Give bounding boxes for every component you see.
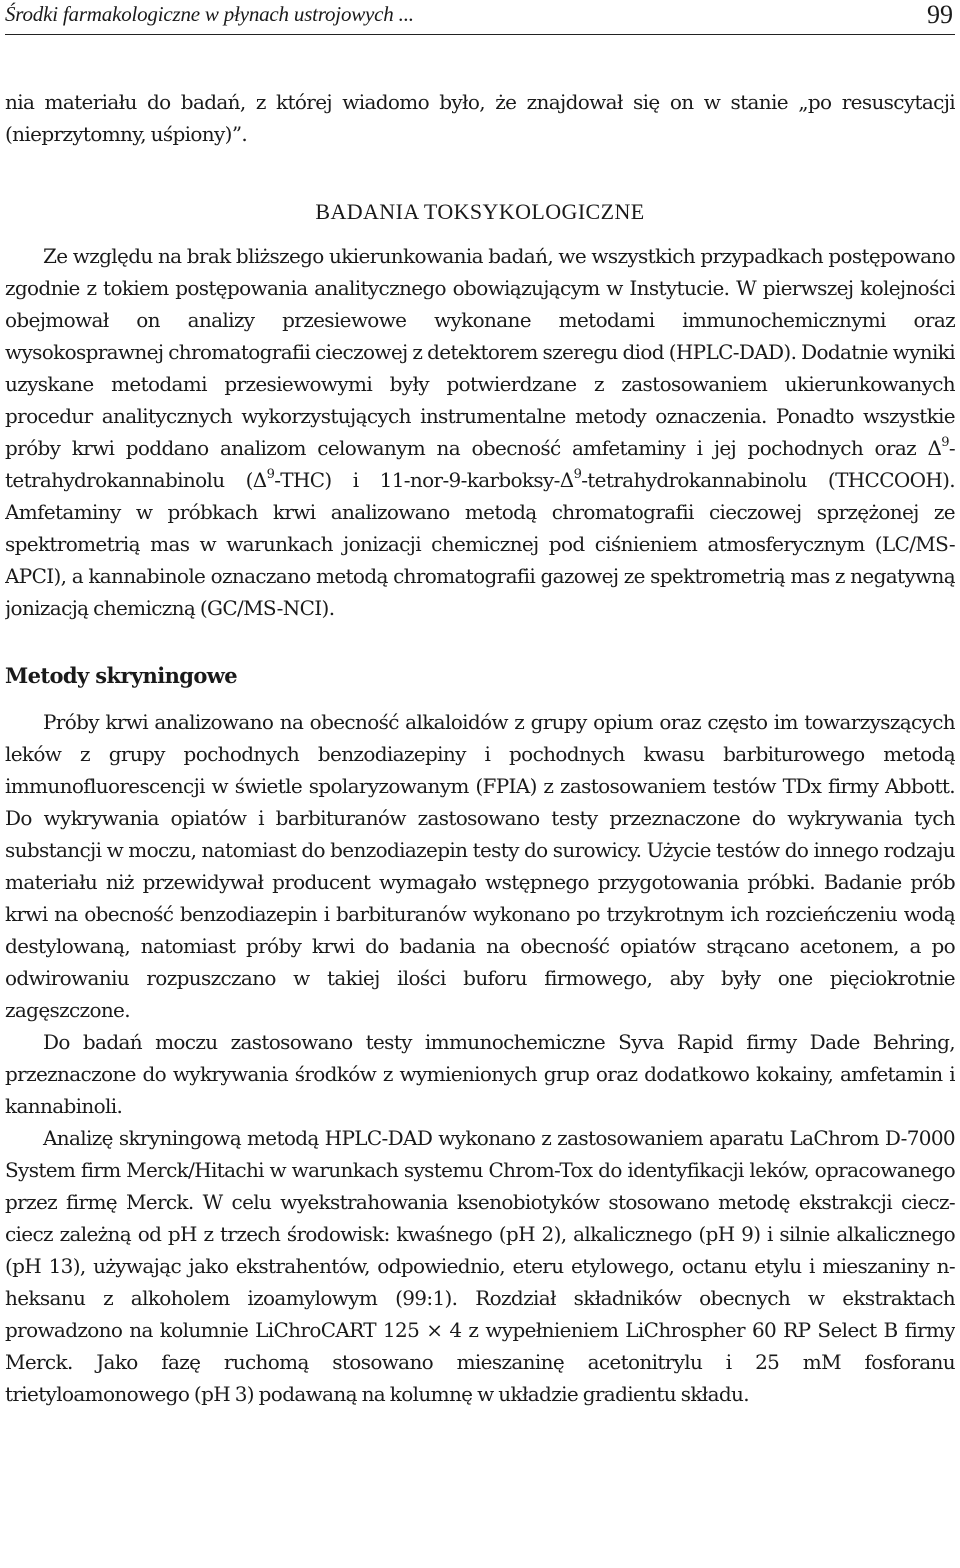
running-header (5, 0, 955, 35)
toxicology-text-c: -THC) i 11-nor-9-karboksy-Δ (274, 468, 574, 492)
toxicology-text-a: Ze względu na brak bliższego ukierunkowania badań, we wszystkich przypadkach postępowano zgodnie z tokiem postępowania analitycznego obowiązującym w Instytucie. W pierwszej kolejności obejmował on analizy przesiewowe wykonane metodami immunochemicznymi oraz wysokosprawnej chromatografii cieczowej z detektorem szeregu diod (HPLC-DAD). Dodatnie wyniki uzyskane metodami przesiewowymi były potwierdzane z zastosowaniem ukierunkowanych procedur analitycznych wykorzystujących instrumentalne metody oznaczenia. Ponadto wszystkie próby krwi poddano analizom celowanym na obecność amfetaminy i jej pochodnych oraz Δ (5, 244, 955, 460)
superscript-9: 9 (941, 435, 949, 450)
superscript-9: 9 (573, 467, 582, 482)
document-page (5, 0, 955, 1568)
toxicology-text-d: -tetrahydrokannabinolu (THCCOOH). Amfetaminy w próbkach krwi analizowano metodą chromatografii cieczowej sprzężonej ze spektrometrią mas w warunkach jonizacji chemicznej pod ciśnieniem atmosferycznym (LC/MS-APCI), a kannabinole oznaczano metodą chromatografii gazowej ze spektrometrią mas z negatywną jonizacją chemiczną (GC/MS-NCI). (5, 468, 955, 620)
toxicology-text-b: -tetrahydrokannabinolu (Δ (5, 436, 955, 492)
toxicology-paragraph (5, 240, 955, 624)
superscript-9: 9 (266, 467, 275, 482)
screening-paragraph: Próby krwi analizowano na obecność alkaloidów z grupy opium oraz często im towarzyszących leków z grupy pochodnych benzodiazepiny i pochodnych kwasu barbiturowego metodą immunofluorescencji w świetle spolaryzowanym (FPIA) z zastosowaniem testów TDx firmy Abbott. Do wykrywania opiatów i barbituranów zastosowano testy przeznaczone do wykrywania tych substancji w moczu, natomiast do benzodiazepin testy do surowicy. Użycie testów do innego rodzaju materiału niż przewidywał producent wymagało wstępnego przygotowania próbki. Badanie prób krwi na obecność benzodiazepin i barbituranów wykonano po trzykrotnym ich rozcieńczeniu wodą destylowaną, natomiast próby krwi do badania na obecność opiatów strącano acetonem, a po odwirowaniu rozpuszczano w takiej ilości buforu firmowego, aby były one pięciokrotnie zagęszczone. (5, 710, 955, 1022)
intro-paragraph: nia materiału do badań, z której wiadomo było, że znajdował się on w stanie „po resuscytacji (nieprzytomny, uśpiony)”. (5, 90, 955, 146)
running-title: Środki farmakologiczne w płynach ustrojowych ... (5, 2, 414, 26)
subsection-heading: Metody skryningowe (5, 663, 237, 688)
section-heading: BADANIA TOKSYKOLOGICZNE (315, 199, 645, 224)
page-number: 99 (927, 0, 953, 29)
screening-paragraph: Do badań moczu zastosowano testy immunochemiczne Syva Rapid firmy Dade Behring, przeznaczone do wykrywania środków z wymienionych grup oraz dodatkowo kokainy, amfetamin i kannabinoli. (5, 1030, 955, 1118)
screening-paragraph: Analizę skryningową metodą HPLC-DAD wykonano z zastosowaniem aparatu LaChrom D-7000 System firm Merck/Hitachi w warunkach systemu Chrom-Tox do identyfikacji leków, opracowanego przez firmę Merck. W celu wyekstrahowania ksenobiotyków stosowano metodę ekstrakcji ciecz-ciecz zależną od pH z trzech środowisk: kwaśnego (pH 2), alkalicznego (pH 9) i silnie alkalicznego (pH 13), używając jako ekstrahentów, odpowiednio, eteru etylowego, octanu etylu i mieszaniny n-heksanu z alkoholem izoamylowym (99:1). Rozdział składników obecnych w ekstraktach prowadzono na kolumnie LiChroCART 125 × 4 z wypełnieniem LiChrospher 60 RP Select B firmy Merck. Jako fazę ruchomą stosowano mieszaninę acetonitrylu i 25 mM fosforanu trietyloamonowego (pH 3) podawaną na kolumnę w układzie gradientu składu. (5, 1126, 955, 1406)
